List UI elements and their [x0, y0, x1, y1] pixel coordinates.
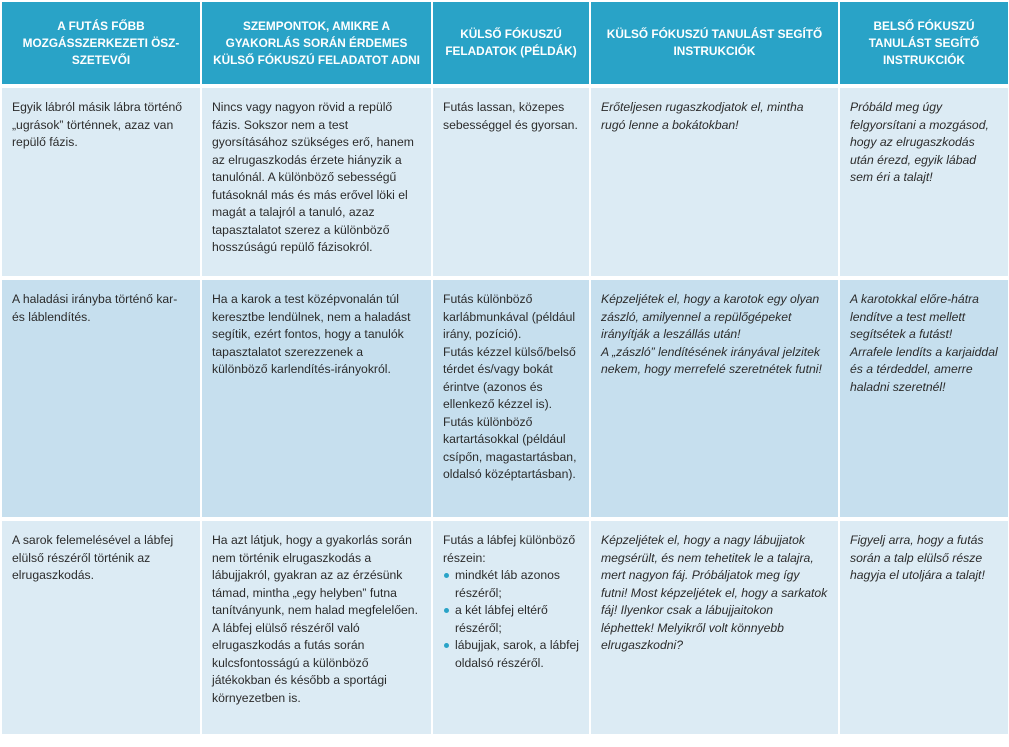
instruction-paragraph: A karotokkal előre-hátra lendítve a test mellett segítsétek a futást!	[850, 292, 979, 341]
cell-internal-instruction	[839, 278, 1008, 519]
header-internal-instructions: BELSŐ FÓKUSZÚ TANULÁST SEGÍTŐ INSTRUKCIÓK	[839, 2, 1008, 86]
cell-component: Egyik lábról másik lábra történő „ugrások” történnek, azaz van repülő fázis.	[2, 86, 201, 278]
list-item: lábujjak, sarok, a lábfej oldalsó részéről.	[443, 637, 579, 672]
cell-internal-instruction: Figyelj arra, hogy a futás során a talp elülső része hagyja el utoljára a talajt!	[839, 519, 1008, 734]
table-row	[2, 519, 1008, 734]
header-external-instructions: KÜLSŐ FÓKUSZÚ TANULÁST SEGÍTŐ INSTRUKCIÓK	[590, 2, 839, 86]
cell-aspects: Ha a karok a test középvonalán túl keresztbe lendülnek, nem a haladást segítik, ezért fontos, hogy a tanulók tapasztalatot szerezzenek a különböző karlendítés-irányokról.	[201, 278, 432, 519]
cell-internal-instruction: Próbáld meg úgy felgyorsítani a mozgásod, hogy az elrugaszkodás után érezd, egyik lábad sem éri a talajt!	[839, 86, 1008, 278]
instruction-paragraph: A „zászló” lendítésének irányával jelzitek nekem, hogy merrefelé szeretnétek futni!	[601, 344, 822, 376]
task-paragraph: Futás különböző karlábmunkával (például irány, pozíció).	[443, 292, 576, 341]
instruction-paragraph: Képzeljétek el, hogy a karotok egy olyan zászló, amilyennel a repülőgépeket irányítják a leszállás után!	[601, 292, 820, 341]
table-row	[2, 278, 1008, 519]
cell-tasks	[432, 278, 590, 519]
list-item: a két lábfej eltérő részéről;	[443, 602, 579, 637]
cell-external-instruction: Képzeljétek el, hogy a nagy lábujjatok megsérült, és nem tehetitek le a talajra, mert nagyon fáj. Próbáljatok meg így futni! Most képzeljétek el, hogy a sarkatok fáj! Ilyenkor csak a lábujjaitokon léphettek! Melyikről volt könnyebb elrugaszkodni?	[590, 519, 839, 734]
task-bullet-list	[443, 567, 579, 672]
instruction-paragraph: Arrafele lendíts a karjaiddal és a térdeddel, amerre haladni szeretnél!	[850, 344, 998, 394]
cell-external-instruction: Erőteljesen rugaszkodjatok el, mintha rugó lenne a bokátokban!	[590, 86, 839, 278]
task-intro: Futás a lábfej különböző részein:	[443, 533, 576, 565]
table-row	[2, 86, 1008, 278]
cell-aspects	[201, 519, 432, 734]
task-paragraph: Futás kézzel külső/belső térdet és/vagy bokát érintve (azonos és ellenkező kézzel is).	[443, 344, 576, 411]
cell-component: A sarok felemelésével a lábfej elülső részéről történik az elrugaszkodás.	[2, 519, 201, 734]
cell-tasks: Futás lassan, közepes sebességgel és gyorsan.	[432, 86, 590, 278]
aspect-paragraph: A lábfej elülső részéről való elrugaszkodás a futás során kulcsfontosságú a különböző játékokban és később a sportági környezetben is.	[212, 620, 387, 705]
header-external-tasks: KÜLSŐ FÓKUSZÚ FELADATOK (PÉLDÁK)	[432, 2, 590, 86]
aspect-paragraph: Ha azt látjuk, hogy a gyakorlás során nem történik elrugaszkodás a lábujjakról, gyakran az az érzésünk támad, mintha „egy helyben” futna tanítványunk, nem halad megfelelően.	[212, 533, 418, 617]
instruction-table	[2, 2, 1008, 734]
list-item: mindkét láb azonos részéről;	[443, 567, 579, 602]
cell-component: A haladási irányba történő kar- és láblendítés.	[2, 278, 201, 519]
table-header	[2, 2, 1008, 86]
header-components: A FUTÁS FŐBB MOZGÁSSZERKEZETI ÖSZ-SZETEVŐI	[2, 2, 201, 86]
header-aspects: SZEMPONTOK, AMIKRE A GYAKORLÁS SORÁN ÉRDEMES KÜLSŐ FÓKUSZÚ FELADATOT ADNI	[201, 2, 432, 86]
cell-tasks	[432, 519, 590, 734]
task-paragraph: Futás különböző kartartásokkal (például csípőn, magastartásban, oldalsó középtartásban).	[443, 414, 577, 481]
cell-external-instruction	[590, 278, 839, 519]
cell-aspects: Nincs vagy nagyon rövid a repülő fázis. Sokszor nem a test gyorsításához szükséges erő, hanem az elrugaszkodás érzete hiányzik a tanulónál. A különböző sebességű futásoknál más és más erővel löki el magát a talajról a tanuló, azaz tapasztalatot szerez a különböző hosszúságú repülő fázisokról.	[201, 86, 432, 278]
